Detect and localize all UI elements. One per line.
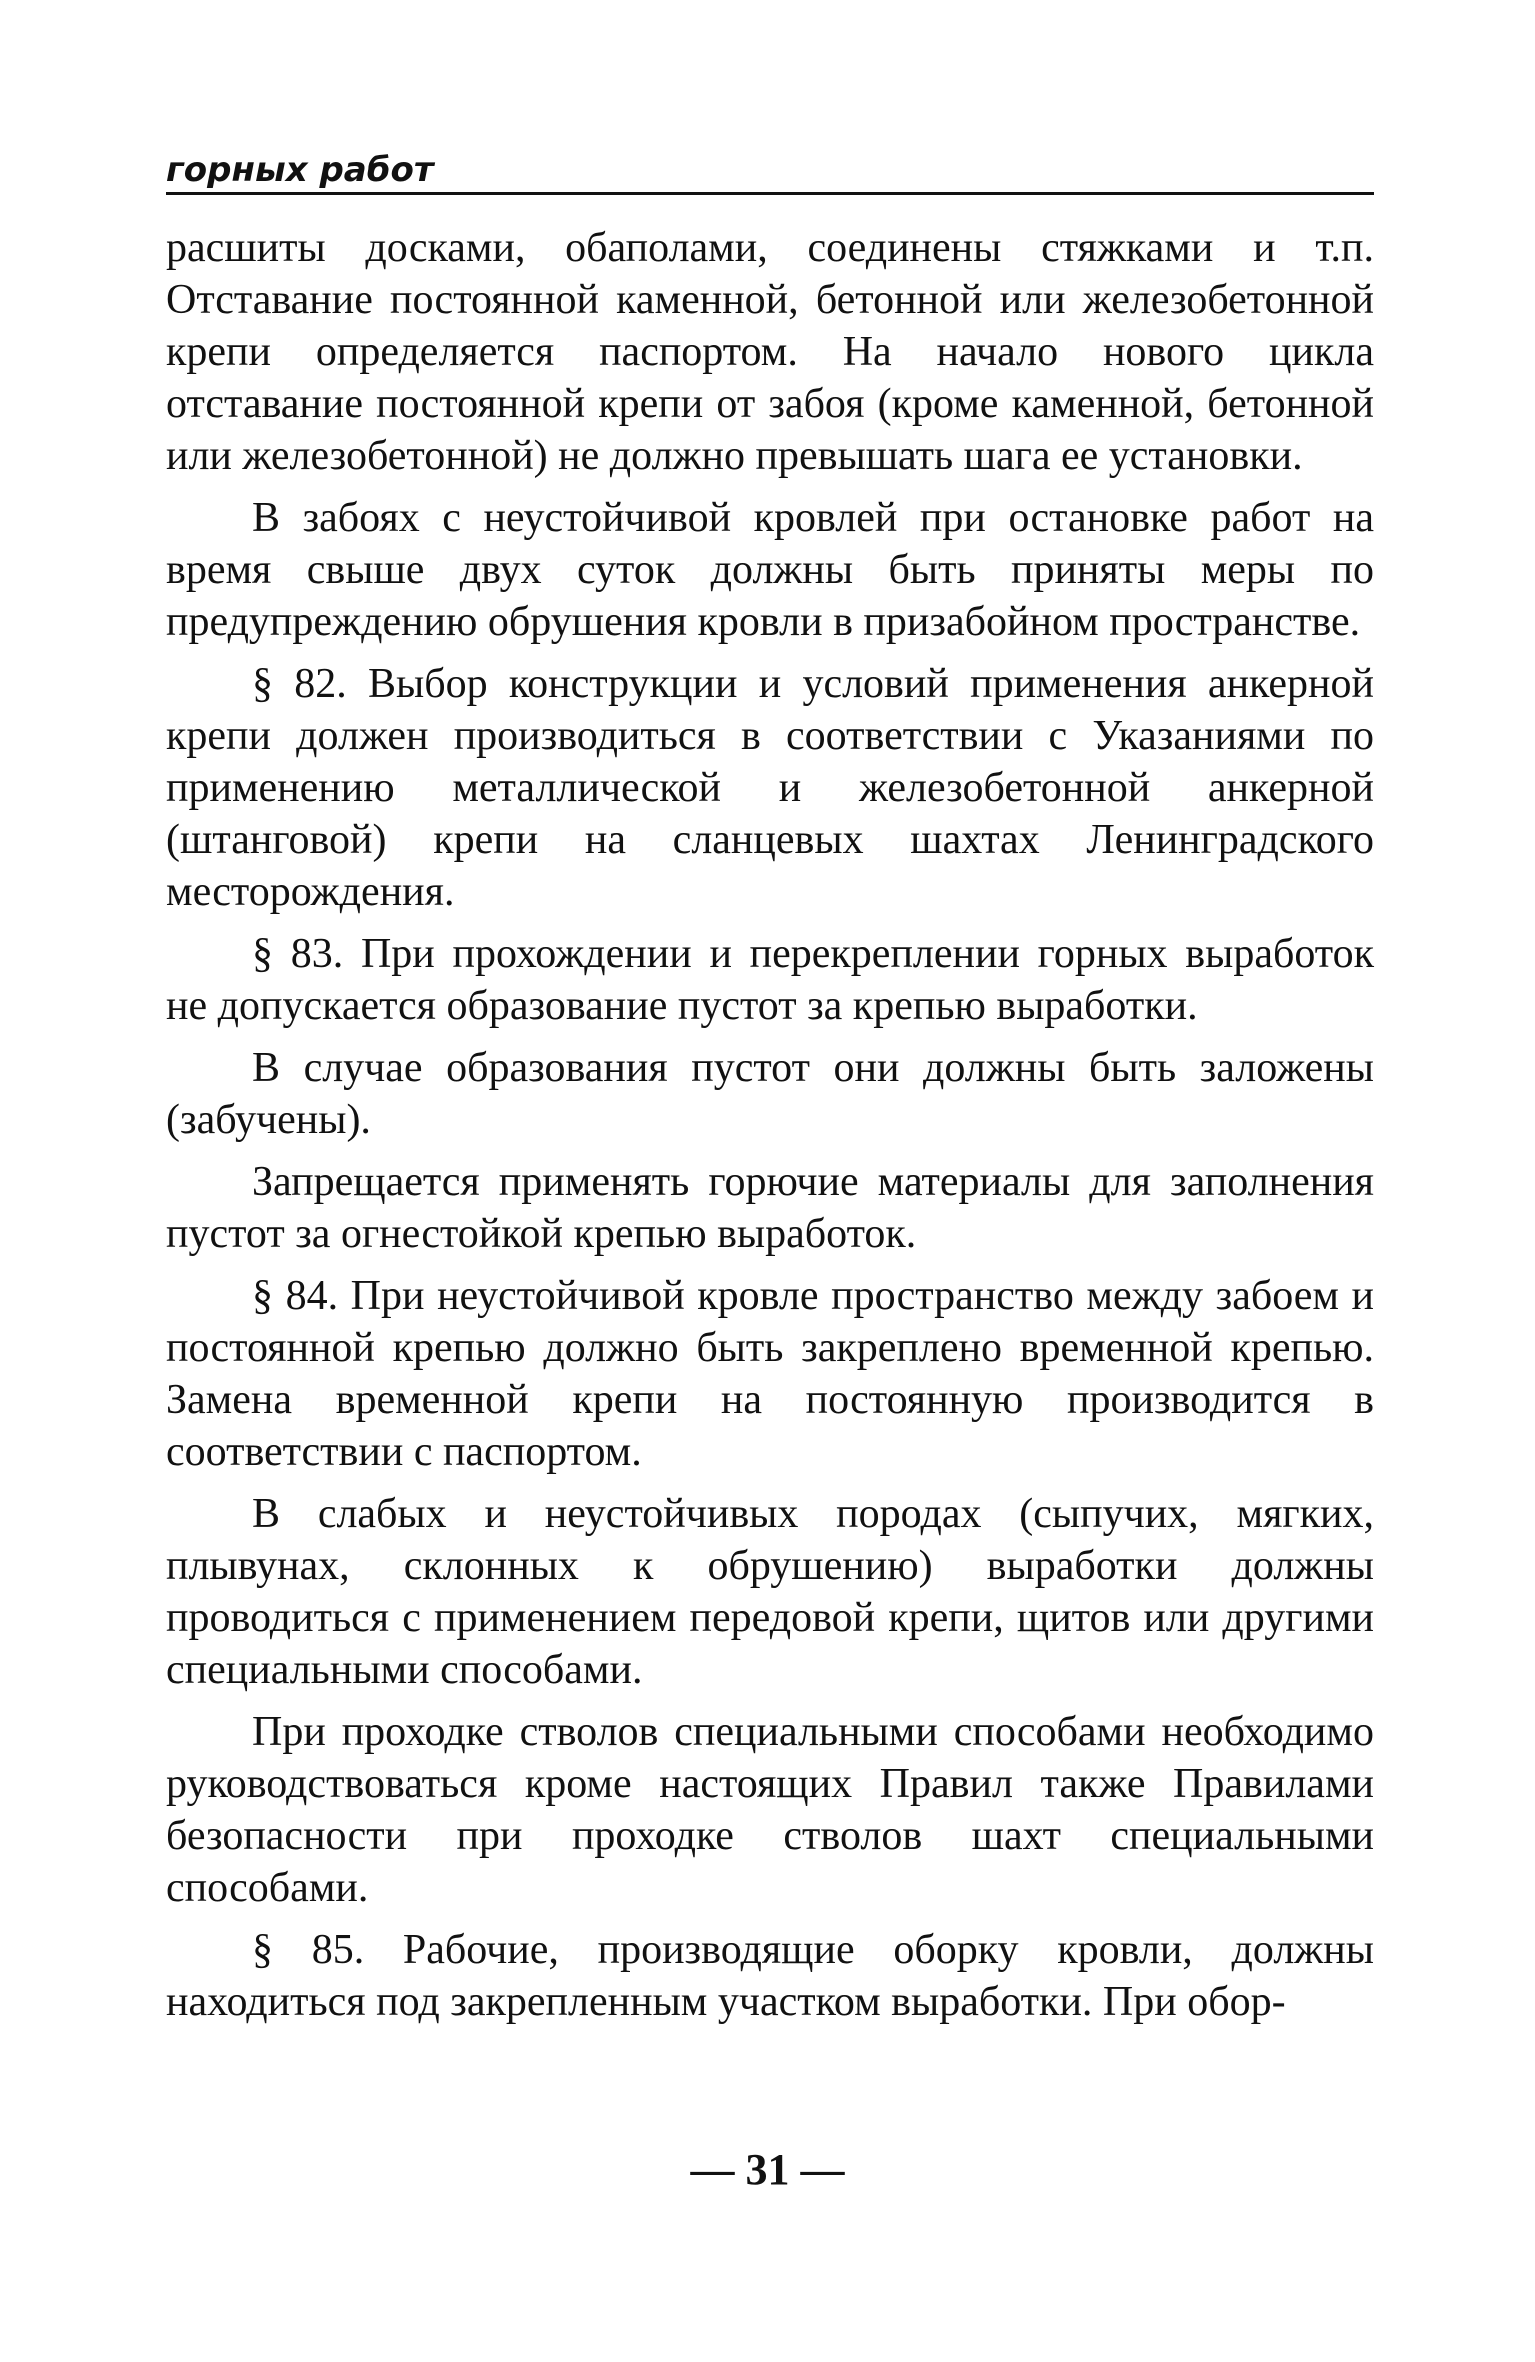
paragraph-section-83: § 83. При прохождении и перекреплении горных выработок не допускается образование пустот за крепью выработки. xyxy=(166,931,1374,1029)
paragraph-section-84: § 84. При неустойчивой кровле пространство между забоем и постоянной крепью должно быть закреплено временной крепью. Замена временной крепи на постоянную производится в соответствии с паспортом. xyxy=(166,1273,1374,1475)
paragraph: В слабых и неустойчивых породах (сыпучих, мягких, плывунах, склонных к обрушению) выработки должны проводиться с применением передовой крепи, щитов или другими специальными способами. xyxy=(166,1491,1374,1693)
paragraph: В забоях с неустойчивой кровлей при остановке работ на время свыше двух суток должны быть приняты меры по предупреждению обрушения кровли в призабойном пространстве. xyxy=(166,495,1374,645)
paragraph: При проходке стволов специальными способами необходимо руководствоваться кроме настоящих Правил также Правилами безопасности при проходке стволов шахт специальными способами. xyxy=(166,1709,1374,1911)
paragraph-section-82: § 82. Выбор конструкции и условий применения анкерной крепи должен производиться в соответствии с Указаниями по применению металлической и железобетонной анкерной (штанговой) крепи на сланцевых шахтах Ленинградского месторождения. xyxy=(166,661,1374,915)
paragraph-section-85: § 85. Рабочие, производящие оборку кровли, должны находиться под закрепленным участком выработки. При обор- xyxy=(166,1927,1374,2025)
paragraph: В случае образования пустот они должны быть заложены (забучены). xyxy=(166,1045,1374,1143)
paragraph: Запрещается применять горючие материалы для заполнения пустот за огнестойкой крепью выработок. xyxy=(166,1159,1374,1257)
running-header xyxy=(166,148,1374,195)
page-number: — 31 — xyxy=(690,2145,845,2194)
body-text xyxy=(166,222,1374,2038)
paragraph: расшиты досками, обаполами, соединены стяжками и т.п. Отставание постоянной каменной, бетонной или железобетонной крепи определяется паспортом. На начало нового цикла отставание постоянной крепи от забоя (кроме каменной, бетонной или железобетонной) не должно превышать шага ее установки. xyxy=(166,225,1374,479)
running-title: горных работ xyxy=(166,150,434,190)
